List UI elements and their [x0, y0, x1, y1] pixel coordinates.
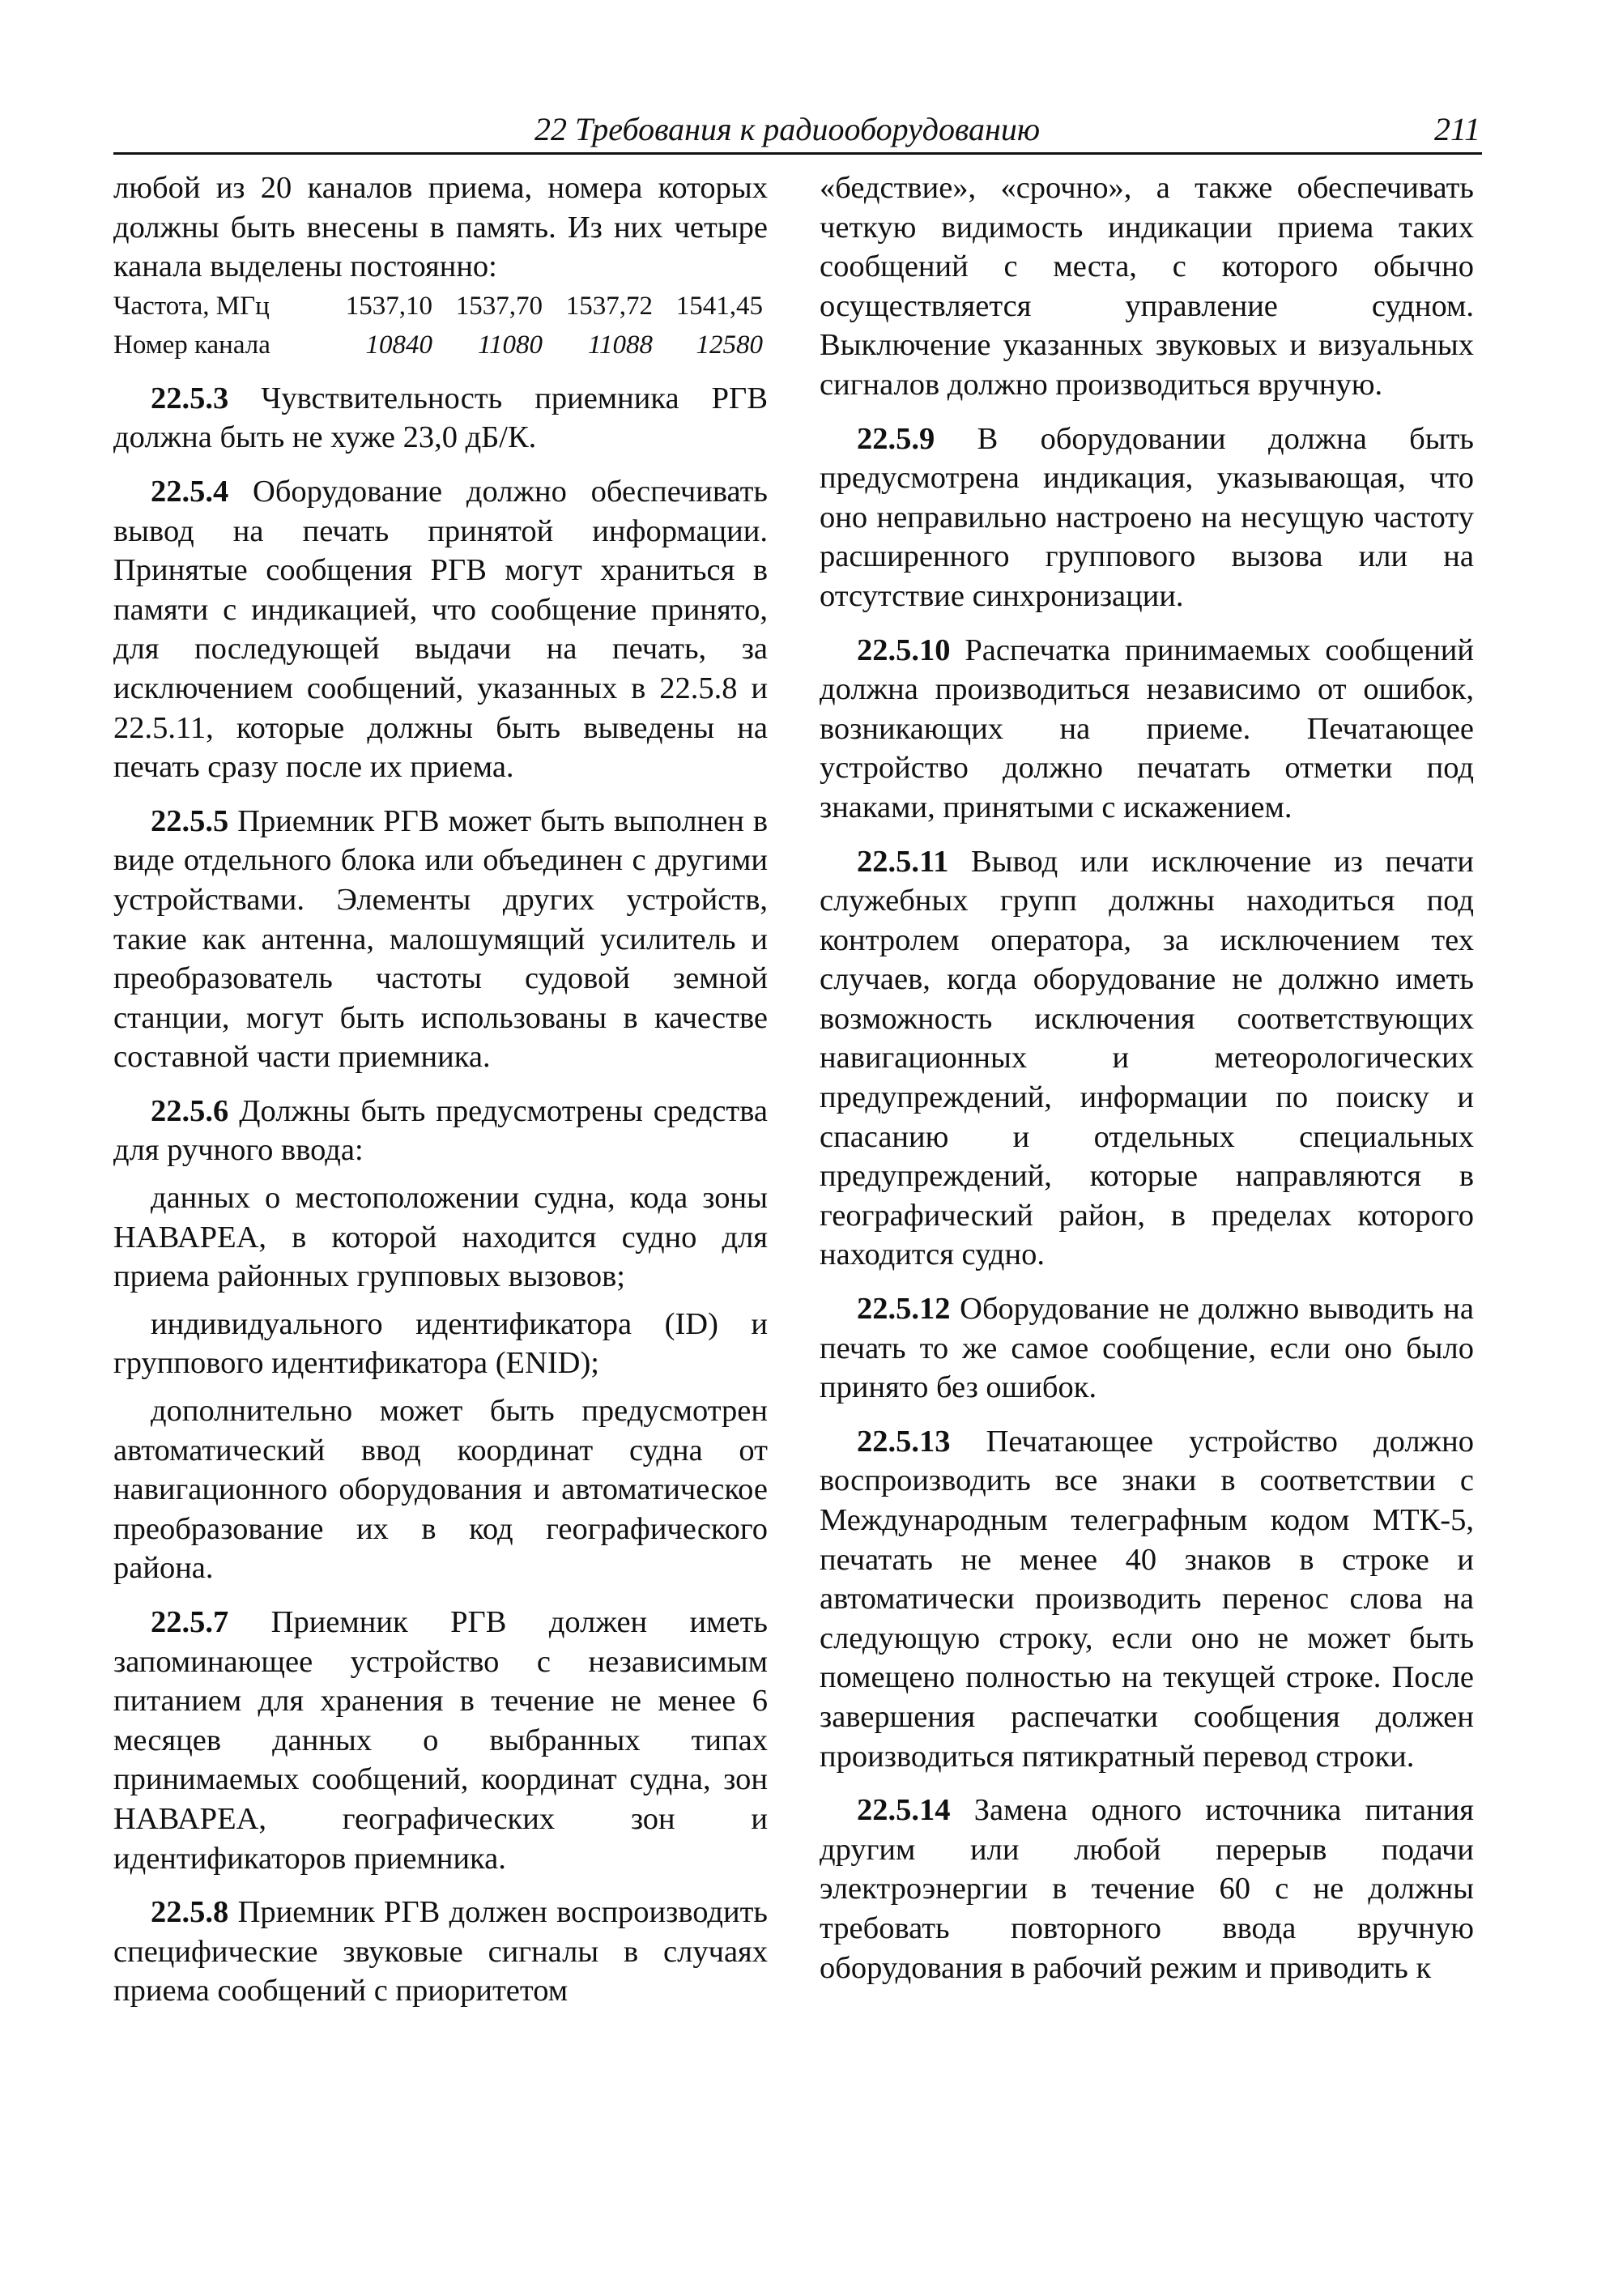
table-cell: 1537,72	[565, 291, 653, 321]
list-item: дополнительно может быть предусмотрен автоматический ввод координат судна от навигационного оборудования и автоматическое преобразование их в код географического района.	[113, 1394, 768, 1586]
section-text: Оборудование должно обеспечивать вывод на печать принятой информации. Принятые сообщения РГВ могут храниться в памяти с индикацией, что сообщение принято, для последующей выдачи на печать, за исключением сообщений, указанных в 22.5.8 и 22.5.11, которые должны быть выведены на печать сразу после их приема.	[113, 474, 768, 785]
section-text: Печатающее устройство должно воспроизводить все знаки в соответствии с Международным телеграфным кодом МТК-5, печатать не менее 40 знаков в строке и автоматически производить перенос слова на следующую строку, если оно не может быть помещено полностью на текущей строке. После завершения распечатки сообщения должен производиться пятикратный перевод строки.	[820, 1424, 1474, 1774]
section-number: 22.5.14	[857, 1793, 951, 1828]
channel-number-row	[113, 326, 763, 364]
right-column	[820, 168, 1474, 1987]
section-text: Вывод или исключение из печати служебных групп должны находиться под контролем оператора, за исключением тех случаев, когда оборудование не должно иметь возможность исключения соответствующих навигационных и метеорологических предупреждений, информации по поиску и спасанию и отдельных специальных предупреждений, которые направляются в географический район, в пределах которого находится судно.	[820, 844, 1474, 1272]
section-22-5-13	[820, 1422, 1474, 1776]
section-text: Приемник РГВ может быть выполнен в виде отдельного блока или объединен с другими устройствами. Элементы других устройств, такие как антенна, малошумящий усилитель и преобразователь частоты судовой земной станции, могут быть использованы в качестве составной части приемника.	[113, 803, 768, 1075]
list-item: индивидуального идентификатора (ID) и группового идентификатора (ENID);	[113, 1306, 768, 1381]
section-number: 22.5.4	[151, 474, 229, 509]
table-cell: 1537,10	[345, 291, 432, 321]
section-text: Замена одного источника питания другим или любой перерыв подачи электроэнергии в течение 60 с не должны требовать повторного ввода вручную оборудования в рабочий режим и приводить к	[820, 1793, 1474, 1985]
section-22-5-5	[113, 802, 768, 1077]
table-cell: 10840	[365, 330, 432, 360]
section-22-5-12	[820, 1289, 1474, 1408]
section-number: 22.5.9	[857, 421, 935, 456]
intro-paragraph: любой из 20 каналов приема, номера которых должны быть внесены в память. Из них четыре канала выделены постоянно:	[113, 171, 768, 284]
table-cell: 1541,45	[675, 291, 763, 321]
section-number: 22.5.10	[857, 633, 951, 667]
section-text: Оборудование не должно выводить на печать то же самое сообщение, если оно было принято без ошибок.	[820, 1292, 1474, 1405]
section-text: Чувствительность приемника РГВ должна быть не хуже 23,0 дБ/К.	[113, 381, 768, 455]
section-number: 22.5.11	[857, 844, 949, 879]
channel-table	[113, 287, 763, 364]
table-cell: 12580	[696, 330, 763, 360]
section-22-5-10	[820, 631, 1474, 828]
section-number: 22.5.3	[151, 381, 229, 415]
section-number: 22.5.7	[151, 1605, 229, 1639]
list-item: данных о местоположении судна, кода зоны НАВАРЕА, в которой находится судно для приема районных групповых вызовов;	[113, 1181, 768, 1294]
section-number: 22.5.13	[857, 1424, 951, 1459]
frequency-row	[113, 287, 763, 326]
running-header	[113, 107, 1482, 155]
section-text: В оборудовании должна быть предусмотрена индикация, указывающая, что оно неправильно настроено на несущую частоту расширенного группового вызова или на отсутствие синхронизации.	[820, 421, 1474, 613]
table-cell: 11080	[477, 330, 543, 360]
section-number: 22.5.8	[151, 1895, 229, 1930]
section-text: Должны быть предусмотрены средства для ручного ввода:	[113, 1093, 768, 1168]
chapter-title: 22 Требования к радиооборудованию	[534, 111, 1041, 147]
row-label: Частота, МГц	[113, 291, 270, 321]
section-text: Приемник РГВ должен иметь запоминающее устройство с независимым питанием для хранения в течение не менее 6 месяцев данных о выбранных типах принимаемых сообщений, координат судна, зон НАВАРЕА, географических зон и идентификаторов приемника.	[113, 1605, 768, 1876]
section-22-5-9	[820, 420, 1474, 616]
section-number: 22.5.5	[151, 803, 229, 838]
section-22-5-14	[820, 1791, 1474, 1987]
section-22-5-4	[113, 472, 768, 787]
section-number: 22.5.12	[857, 1292, 951, 1327]
continued-paragraph: «бедствие», «срочно», а также обеспечивать четкую видимость индикации приема таких сообщений с места, с которого обычно осуществляется управление судном. Выключение указанных звуковых и визуальных сигналов должно производиться вручную.	[820, 171, 1474, 402]
left-column	[113, 168, 768, 2011]
row-label: Номер канала	[113, 330, 270, 360]
page-number: 211	[1433, 111, 1480, 147]
section-22-5-7	[113, 1603, 768, 1878]
section-text: Приемник РГВ должен воспроизводить специфические звуковые сигналы в случаях приема сообщений с приоритетом	[113, 1895, 768, 2008]
section-22-5-6	[113, 1092, 768, 1170]
section-text: Распечатка принимаемых сообщений должна производиться независимо от ошибок, возникающих на приеме. Печатающее устройство должно печатать отметки под знаками, принятыми с искажением.	[820, 633, 1474, 824]
section-number: 22.5.6	[151, 1093, 229, 1128]
table-cell: 11088	[587, 330, 653, 360]
section-22-5-11	[820, 842, 1474, 1276]
section-22-5-8	[113, 1893, 768, 2011]
section-22-5-3	[113, 379, 768, 458]
table-cell: 1537,70	[455, 291, 543, 321]
